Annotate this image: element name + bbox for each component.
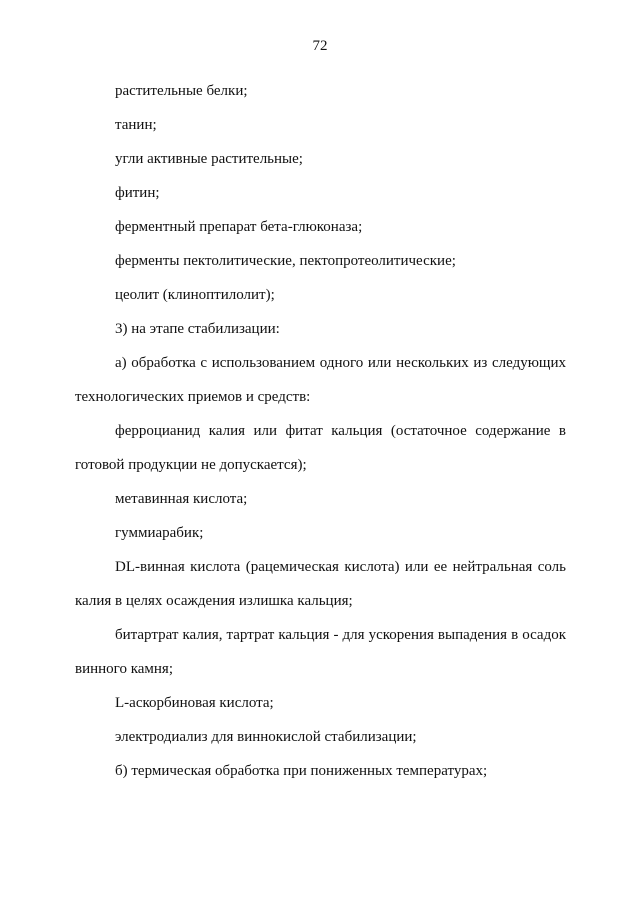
list-item: растительные белки;	[115, 83, 248, 99]
list-item: танин;	[115, 117, 157, 133]
list-item: цеолит (клиноптилолит);	[115, 287, 275, 303]
subsection-paragraph: б) термическая обработка при пониженных температурах;	[115, 763, 488, 779]
list-item: электродиализ для виннокислой стабилизации;	[115, 729, 417, 745]
list-item: ферроцианид калия или фитат кальция (остаточное содержание в готовой продукции не допускается);	[75, 423, 566, 473]
list-item: гуммиарабик;	[115, 525, 204, 541]
list-item: угли активные растительные;	[115, 151, 303, 167]
page-number: 72	[312, 38, 328, 54]
list-item: ферменты пектолитические, пектопротеолитические;	[115, 253, 456, 269]
list-item: метавинная кислота;	[115, 491, 248, 507]
document-body	[75, 74, 566, 788]
section-heading: 3) на этапе стабилизации:	[115, 321, 280, 337]
list-item: L-аскорбиновая кислота;	[115, 695, 274, 711]
list-item: битартрат калия, тартрат кальция - для ускорения выпадения в осадок винного камня;	[75, 627, 566, 677]
list-item: фитин;	[115, 185, 160, 201]
list-item: ферментный препарат бета-глюконаза;	[115, 219, 363, 235]
subsection-paragraph: а) обработка с использованием одного или нескольких из следующих технологических приемов и средств:	[75, 355, 566, 405]
list-item: DL-винная кислота (рацемическая кислота) или ее нейтральная соль калия в целях осаждения излишка кальция;	[75, 559, 566, 609]
